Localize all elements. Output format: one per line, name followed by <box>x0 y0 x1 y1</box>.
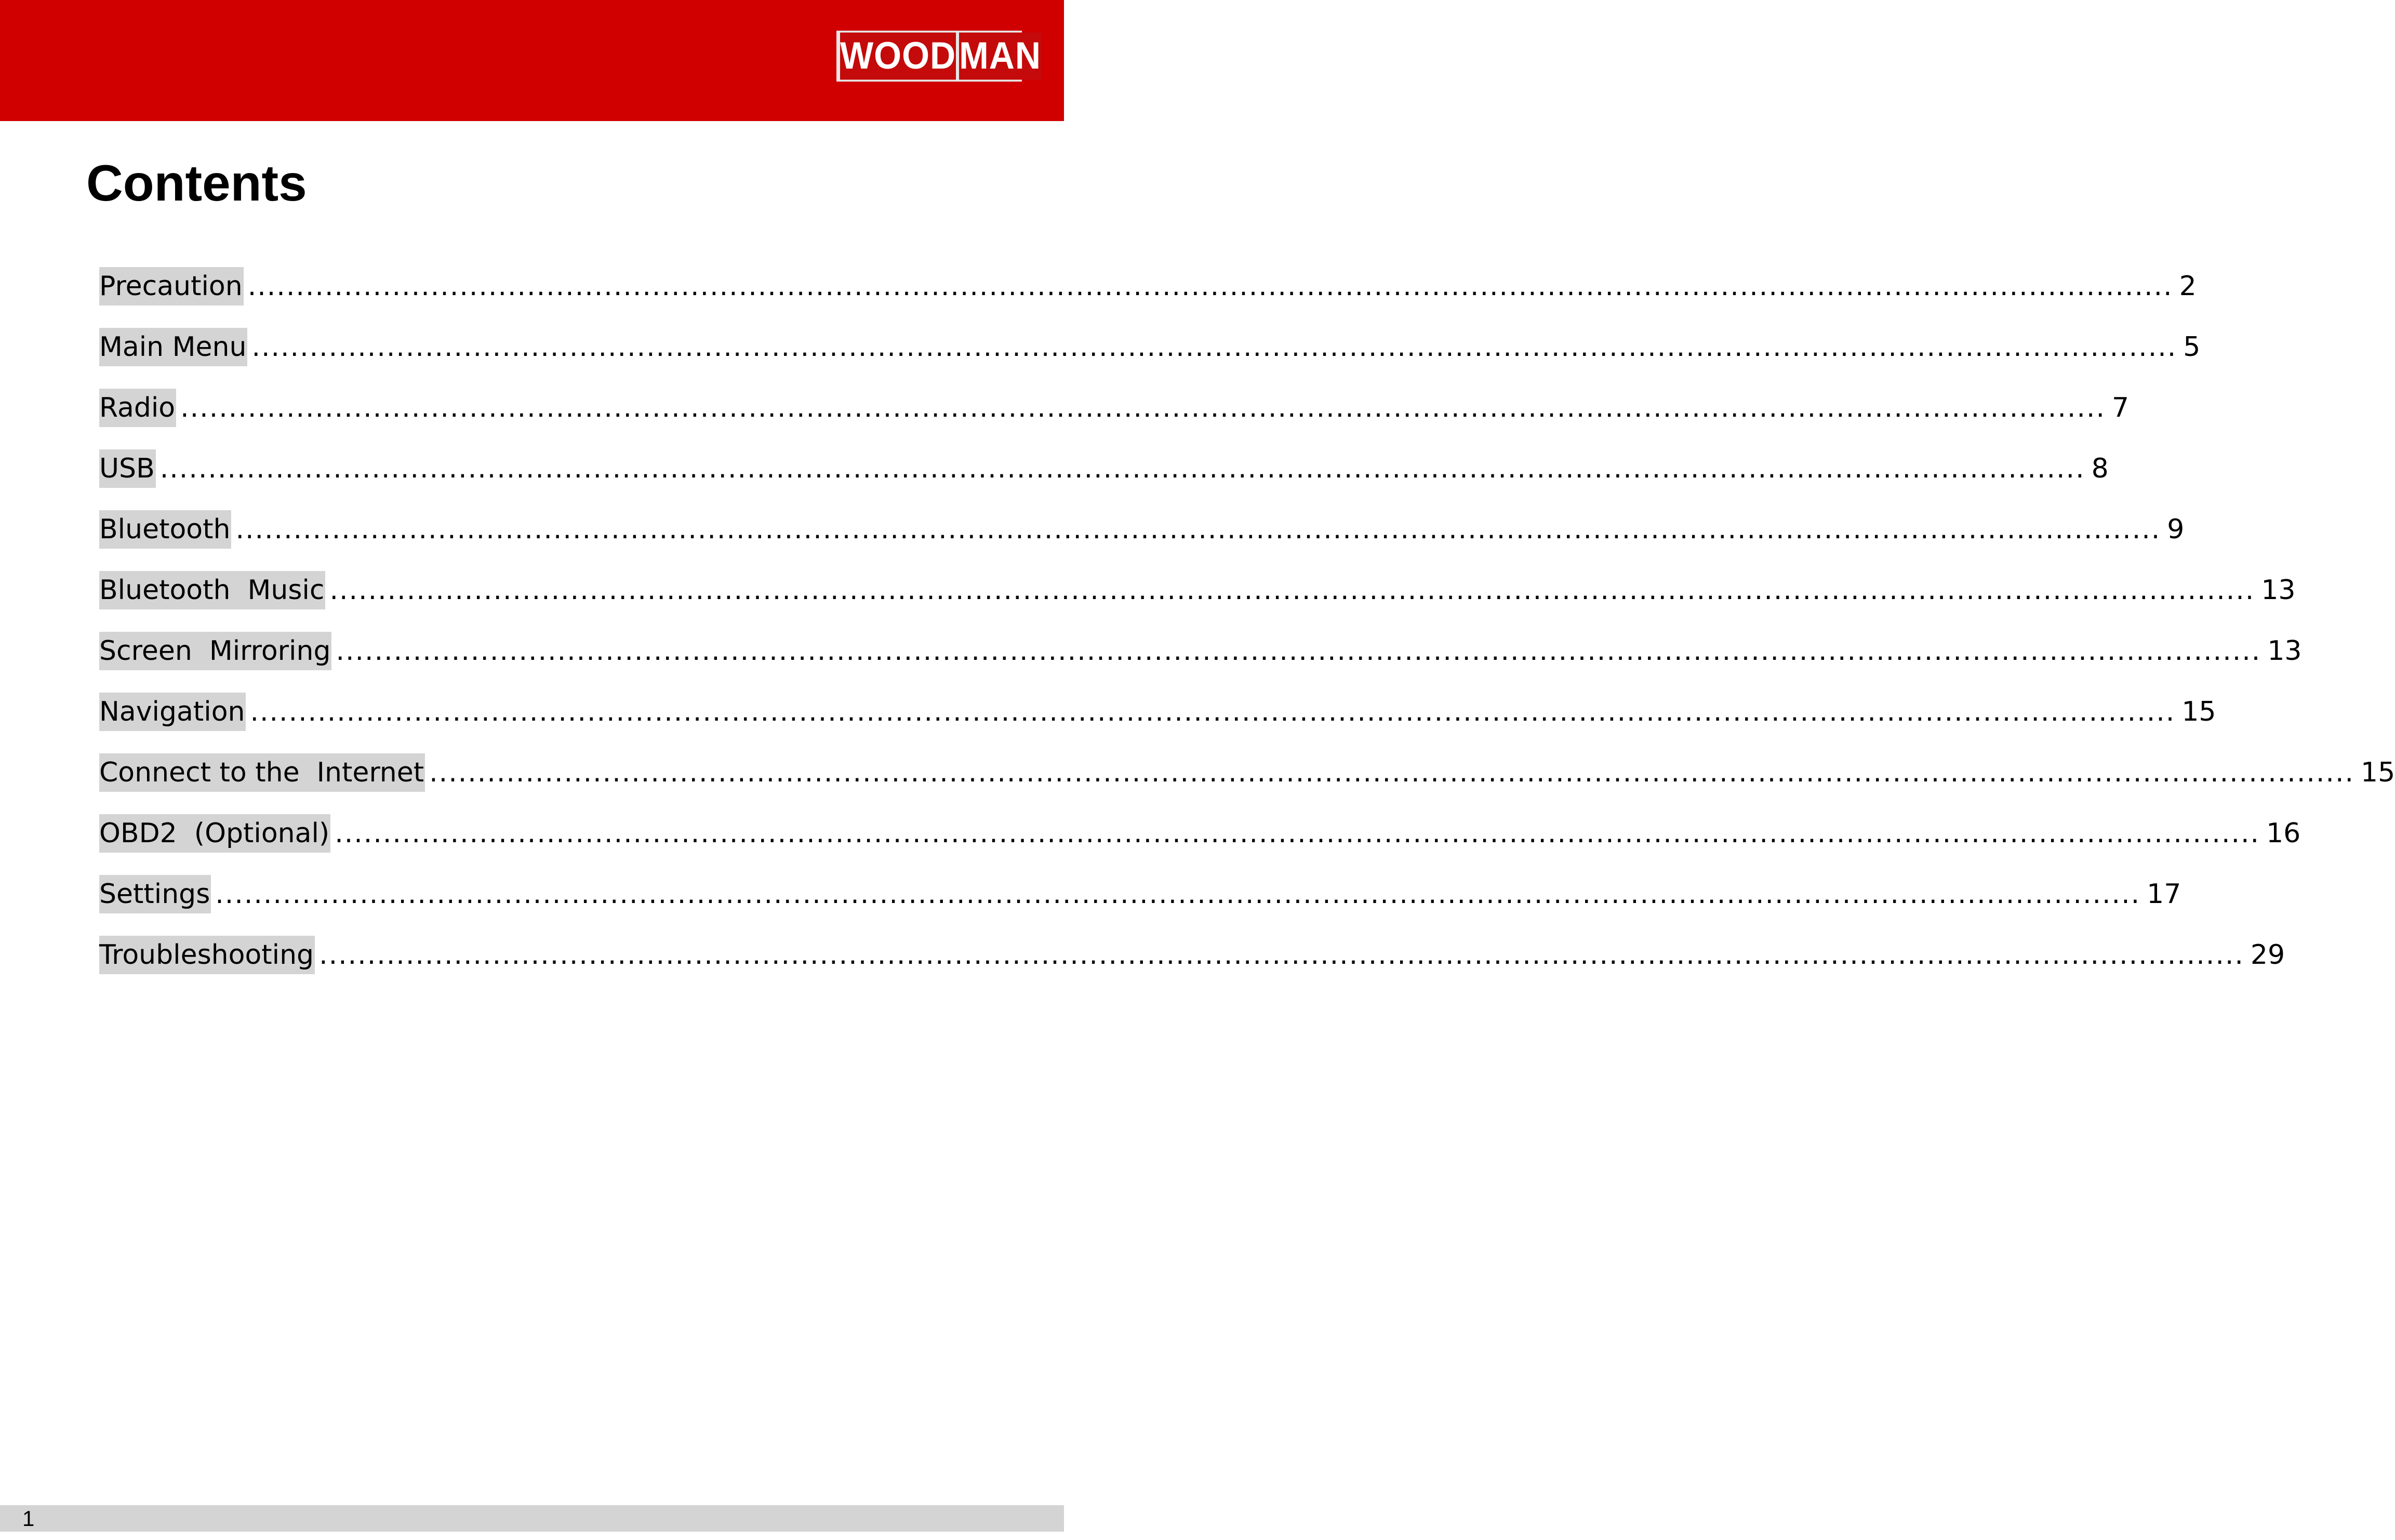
toc-entry-obd2-optional[interactable] <box>99 814 2301 853</box>
toc-entry-page: 2 <box>2179 271 2197 302</box>
logo-text-wood: WOOD <box>840 33 956 80</box>
toc-entry-label: Screen Mirroring <box>99 632 331 670</box>
dot-leader: ........................................................................................................................................................................................................ <box>251 331 2177 363</box>
logo-text-man: MAN <box>959 33 1041 80</box>
toc-entry-page: 9 <box>2167 514 2185 545</box>
toc-entry-page: 17 <box>2147 879 2181 910</box>
toc-entry-label: Precaution <box>99 267 244 306</box>
footer-band <box>0 1505 1064 1532</box>
toc-entry-label: Troubleshooting <box>99 936 315 974</box>
toc-entry-label: OBD2 (Optional) <box>99 814 330 853</box>
dot-leader: ........................................................................................................................................................................................................ <box>336 635 2261 667</box>
toc-entry-troubleshooting[interactable] <box>99 936 2285 974</box>
dot-leader: ........................................................................................................................................................................................................ <box>335 818 2260 849</box>
dot-leader: ........................................................................................................................................................................................................ <box>235 514 2161 545</box>
table-of-contents <box>99 267 2395 997</box>
toc-entry-page: 13 <box>2261 575 2296 606</box>
dot-leader: ........................................................................................................................................................................................................ <box>180 392 2106 423</box>
toc-entry-label: Radio <box>99 389 176 427</box>
toc-entry-label: Connect to the Internet <box>99 753 425 792</box>
toc-entry-screen-mirroring[interactable] <box>99 632 2302 670</box>
dot-leader: ........................................................................................................................................................................................................ <box>159 453 2085 484</box>
toc-entry-page: 8 <box>2091 453 2109 484</box>
toc-entry-page: 15 <box>2181 696 2216 727</box>
toc-entry-bluetooth[interactable] <box>99 510 2185 549</box>
toc-entry-label: Bluetooth Music <box>99 571 325 609</box>
dot-leader: ........................................................................................................................................................................................................ <box>250 696 2176 727</box>
toc-entry-connect-to-the-internet[interactable] <box>99 753 2395 792</box>
toc-entry-precaution[interactable] <box>99 267 2197 306</box>
toc-entry-main-menu[interactable] <box>99 328 2201 366</box>
toc-entry-bluetooth-music[interactable] <box>99 571 2296 609</box>
dot-leader: ........................................................................................................................................................................................................ <box>247 271 2173 302</box>
woodman-logo <box>836 31 1041 82</box>
toc-entry-label: Bluetooth <box>99 510 231 549</box>
toc-entry-page: 29 <box>2250 939 2285 971</box>
toc-entry-label: Navigation <box>99 693 246 731</box>
dot-leader: ........................................................................................................................................................................................................ <box>215 879 2141 910</box>
toc-entry-page: 13 <box>2267 635 2302 667</box>
toc-entry-page: 7 <box>2111 392 2130 423</box>
page-title: Contents <box>86 154 307 211</box>
toc-entry-radio[interactable] <box>99 389 2130 427</box>
toc-entry-page: 16 <box>2266 818 2301 849</box>
dot-leader: ........................................................................................................................................................................................................ <box>429 757 2355 788</box>
dot-leader: ........................................................................................................................................................................................................ <box>329 575 2255 606</box>
page-number: 1 <box>22 1506 35 1531</box>
toc-entry-page: 15 <box>2361 757 2395 788</box>
toc-entry-label: Main Menu <box>99 328 247 366</box>
toc-entry-label: USB <box>99 449 156 488</box>
toc-entry-settings[interactable] <box>99 875 2181 913</box>
dot-leader: ........................................................................................................................................................................................................ <box>319 939 2244 971</box>
toc-entry-usb[interactable] <box>99 449 2109 488</box>
toc-entry-page: 5 <box>2183 331 2201 363</box>
toc-entry-label: Settings <box>99 875 211 913</box>
toc-entry-navigation[interactable] <box>99 693 2216 731</box>
